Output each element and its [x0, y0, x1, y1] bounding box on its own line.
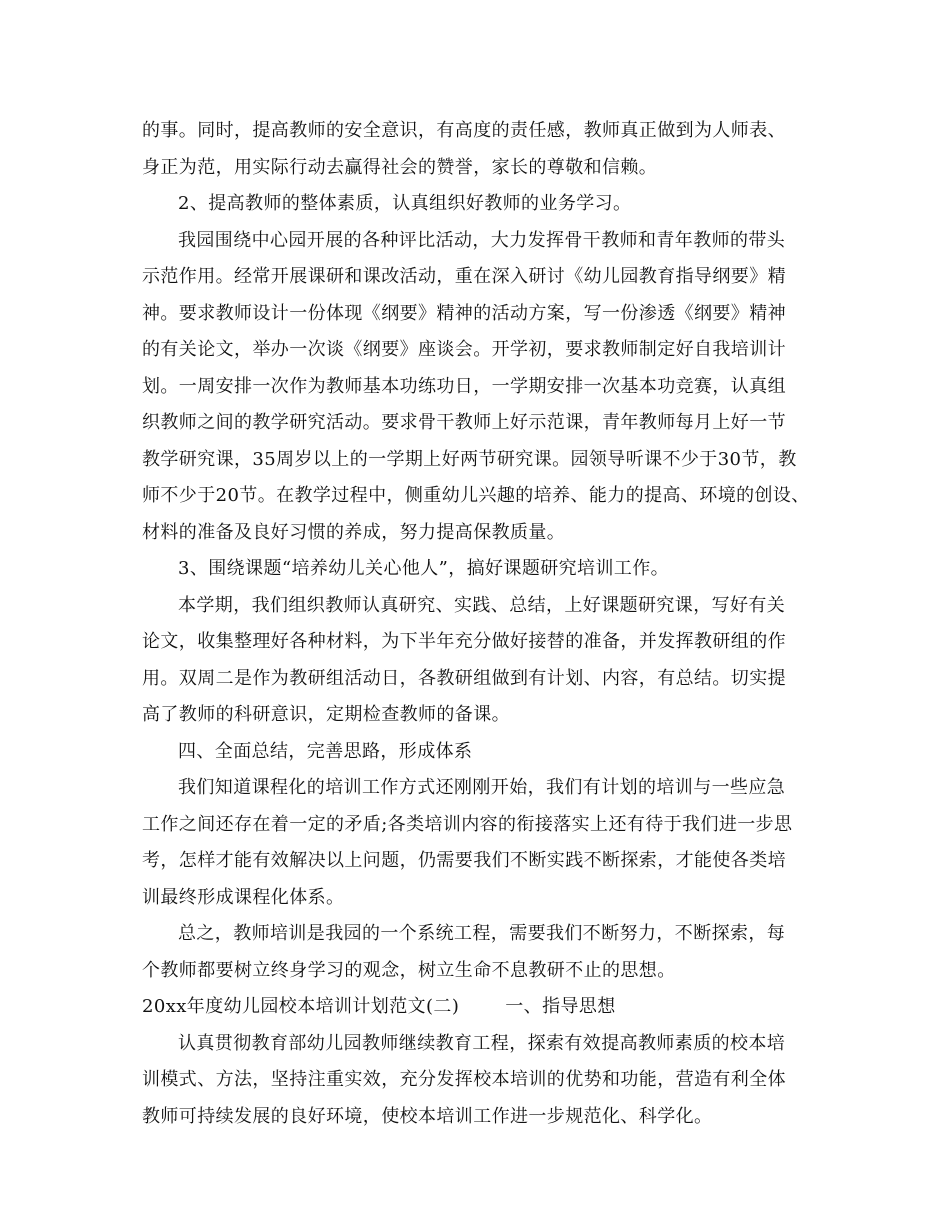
text-line: 个教师都要树立终身学习的观念，树立生命不息教研不止的思想。 [142, 959, 676, 981]
text-line: 认真贯彻教育部幼儿园教师继续教育工程，探索有效提高教师素质的校本培 [178, 1032, 786, 1054]
text-line: 我们知道课程化的培训工作方式还刚刚开始，我们有计划的培训与一些应急 [178, 777, 786, 798]
section-heading: 一、指导思想 [505, 996, 616, 1017]
text-line: 本学期，我们组织教师认真研究、实践、总结，上好课题研究课，写好有关 [178, 594, 786, 616]
text-line: 划。一周安排一次作为教师基本功练功日，一学期安排一次基本功竞赛，认真组 [142, 375, 786, 397]
document-title-line [142, 989, 812, 1026]
text-line: 考，怎样才能有效解决以上问题，仍需要我们不断实践不断探索，才能使各类培 [142, 850, 786, 871]
text-line: 训模式、方法，坚持注重实效，充分发挥校本培训的优势和功能，营造有利全体 [142, 1069, 786, 1090]
text-line: 神。要求教师设计一份体现《纲要》精神的活动方案，写一份渗透《纲要》精神 [142, 302, 786, 324]
document-title: 20xx年度幼儿园校本培训计划范文(二) [142, 996, 460, 1017]
text-line: 训最终形成课程化体系。 [142, 886, 345, 908]
text-line: 教师可持续发展的良好环境，使校本培训工作进一步规范化、科学化。 [142, 1105, 713, 1127]
text-line: 身正为范，用实际行动去赢得社会的赞誉，家长的尊敬和信赖。 [142, 156, 658, 178]
text-line: 论文，收集整理好各种材料，为下半年充分做好接替的准备，并发挥教研组的作 [142, 631, 786, 652]
section-heading: 四、全面总结，完善思路，形成体系 [178, 740, 473, 762]
text-line: 工作之间还存在着一定的矛盾;各类培训内容的衔接落实上还有待于我们进一步思 [142, 813, 793, 835]
text-line: 用。双周二是作为教研组活动日，各教研组做到有计划、内容，有总结。切实提 [142, 667, 786, 689]
text-line: 教学研究课，35周岁以上的一学期上好两节研究课。园领导听课不少于30节，教 [142, 448, 797, 470]
text-line: 我园围绕中心园开展的各种评比活动，大力发挥骨干教师和青年教师的带头 [178, 229, 786, 251]
text-line: 材料的准备及良好习惯的养成，努力提高保教质量。 [142, 521, 566, 543]
text-line: 织教师之间的教学研究活动。要求骨干教师上好示范课，青年教师每月上好一节 [142, 412, 786, 433]
text-line: 高了教师的科研意识，定期检查教师的备课。 [142, 704, 510, 725]
text-line: 的事。同时，提高教师的安全意识，有高度的责任感，教师真正做到为人师表、 [142, 120, 786, 141]
text-line: 总之，教师培训是我园的一个系统工程，需要我们不断努力，不断探索，每 [178, 923, 786, 944]
section-heading: 2、提高教师的整体素质，认真组织好教师的业务学习。 [178, 193, 632, 214]
section-heading: 3、围绕课题“培养幼儿关心他人”，搞好课题研究培训工作。 [178, 558, 670, 579]
text-line: 师不少于20节。在教学过程中，侧重幼儿兴趣的培养、能力的提高、环境的创设、 [142, 485, 810, 506]
document-body [142, 113, 812, 1135]
text-line: 的有关论文，举办一次谈《纲要》座谈会。开学初，要求教师制定好自我培训计 [142, 339, 786, 360]
text-line: 示范作用。经常开展课研和课改活动，重在深入研讨《幼儿园教育指导纲要》精 [142, 266, 786, 287]
